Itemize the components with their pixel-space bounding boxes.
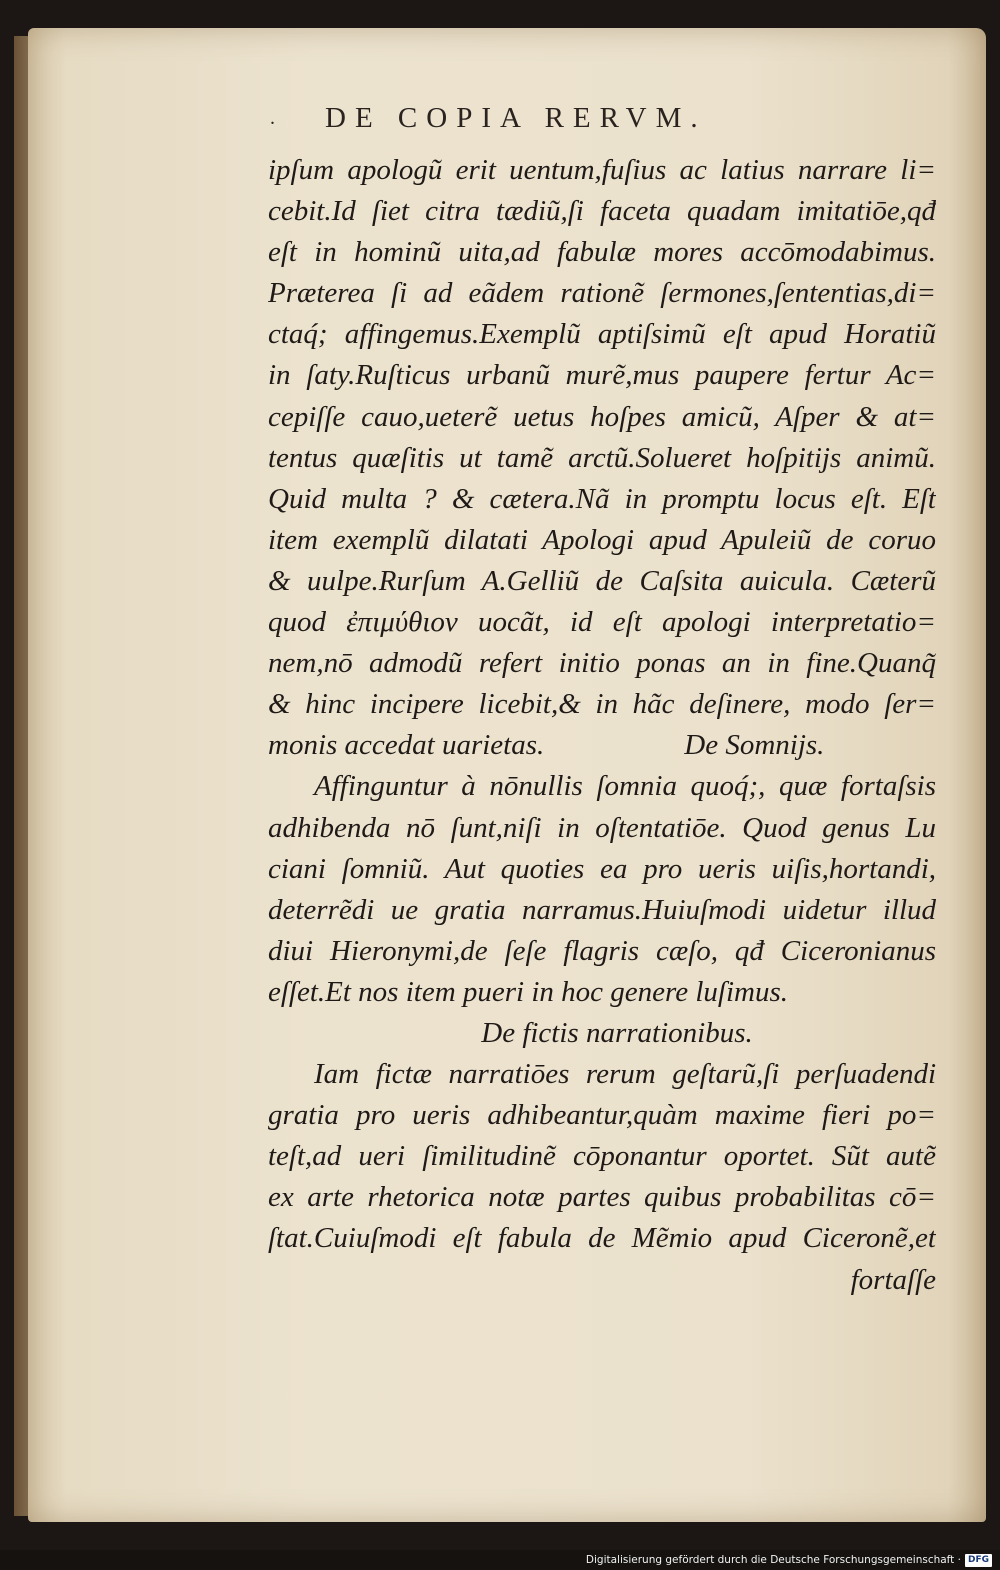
body-line: Præterea ſi ad eãdem rationẽ ſermones,ſententias,di= bbox=[268, 277, 936, 310]
body-line: ciani ſomniũ. Aut quoties ea pro ueris uiſis,hortandi, bbox=[268, 852, 936, 885]
body-line: gratia pro ueris adhibeantur,quàm maxime fieri po= bbox=[268, 1099, 936, 1132]
body-line: item exemplũ dilatati Apologi apud Apuleiũ de coruo bbox=[268, 523, 936, 556]
credit-text: Digitalisierung gefördert durch die Deutsche Forschungsgemeinschaft · bbox=[585, 1554, 961, 1566]
body-line: Affinguntur à nōnullis ſomnia quoq́;, quæ fortaſsis bbox=[314, 770, 936, 803]
body-line: & uulpe.Rurſum A.Gelliũ de Caſsita auicula. Cæterũ bbox=[268, 564, 936, 597]
section-heading-fictis: De fictis narrationibus. bbox=[481, 1016, 753, 1049]
body-line: ex arte rhetorica notæ partes quibus probabilitas cō= bbox=[268, 1181, 936, 1214]
body-line: adhibenda nō ſunt,niſi in oſtentatiōe. Quod genus Lu bbox=[268, 811, 936, 844]
body-line: diui Hieronymi,de ſeſe flagris cæſo, qđ Ciceronianus bbox=[268, 934, 936, 967]
body-line-with-heading bbox=[268, 725, 936, 766]
body-line: cepiſſe cauo,ueterẽ uetus hoſpes amicũ, Aſper & at= bbox=[268, 400, 936, 433]
body-line: deterrẽdi ue gratia narramus.Huiuſmodi uidetur illud bbox=[268, 893, 936, 926]
catchword: fortaſſe bbox=[850, 1263, 936, 1296]
section-heading-somnijs: De Somnijs. bbox=[684, 729, 825, 762]
body-line: ipſum apologũ erit uentum,fuſius ac latius narrare li= bbox=[268, 154, 936, 186]
body-line: cebit.Id ſiet citra tædiũ,ſi faceta quadam imitatiōe,qđ bbox=[268, 195, 936, 228]
body-line: teſt,ad ueri ſimilitudinẽ cōponantur oportet. Sũt autẽ bbox=[268, 1140, 936, 1173]
body-line: ctaq́; affingemus.Exemplũ aptiſsimũ eſt apud Horatiũ bbox=[268, 318, 936, 351]
body-line: eſſet.Et nos item pueri in hoc genere luſimus. bbox=[268, 975, 789, 1008]
dfg-logo-icon: DFG bbox=[965, 1554, 992, 1567]
body-line: nem,nō admodũ refert initio ponas an in fine.Quanq̃ bbox=[268, 647, 936, 680]
body-line: Iam fictæ narratiōes rerum geſtarũ,ſi perſuadendi bbox=[314, 1058, 936, 1091]
body-line: Quid multa ? & cætera.Nã in promptu locus eſt. Eſt bbox=[268, 482, 936, 515]
body-line: tentus quæſitis ut tamẽ arctũ.Solueret hoſpitijs animũ. bbox=[268, 441, 936, 474]
running-head-title: DE COPIA RERVM. bbox=[325, 102, 707, 134]
running-head-ornament: . bbox=[270, 107, 275, 129]
body-line: ſtat.Cuiuſmodi eſt fabula de Mẽmio apud Ciceronẽ,et bbox=[268, 1222, 936, 1255]
body-line: quod ἐπιμύθιον uocãt, id eſt apologi interpretatio= bbox=[268, 606, 936, 639]
body-line-text: monis accedat uarietas. bbox=[268, 729, 545, 762]
running-head bbox=[270, 102, 930, 135]
body-line: & hinc incipere licebit,& in hãc deſinere, modo ſer= bbox=[268, 688, 936, 721]
text-block bbox=[268, 150, 936, 1301]
body-line: eſt in hominũ uita,ad fabulæ mores accōmodabimus. bbox=[268, 236, 936, 269]
body-line: in ſaty.Ruſticus urbanũ murẽ,mus paupere fertur Ac= bbox=[268, 359, 936, 392]
digitization-credit bbox=[586, 1552, 992, 1568]
